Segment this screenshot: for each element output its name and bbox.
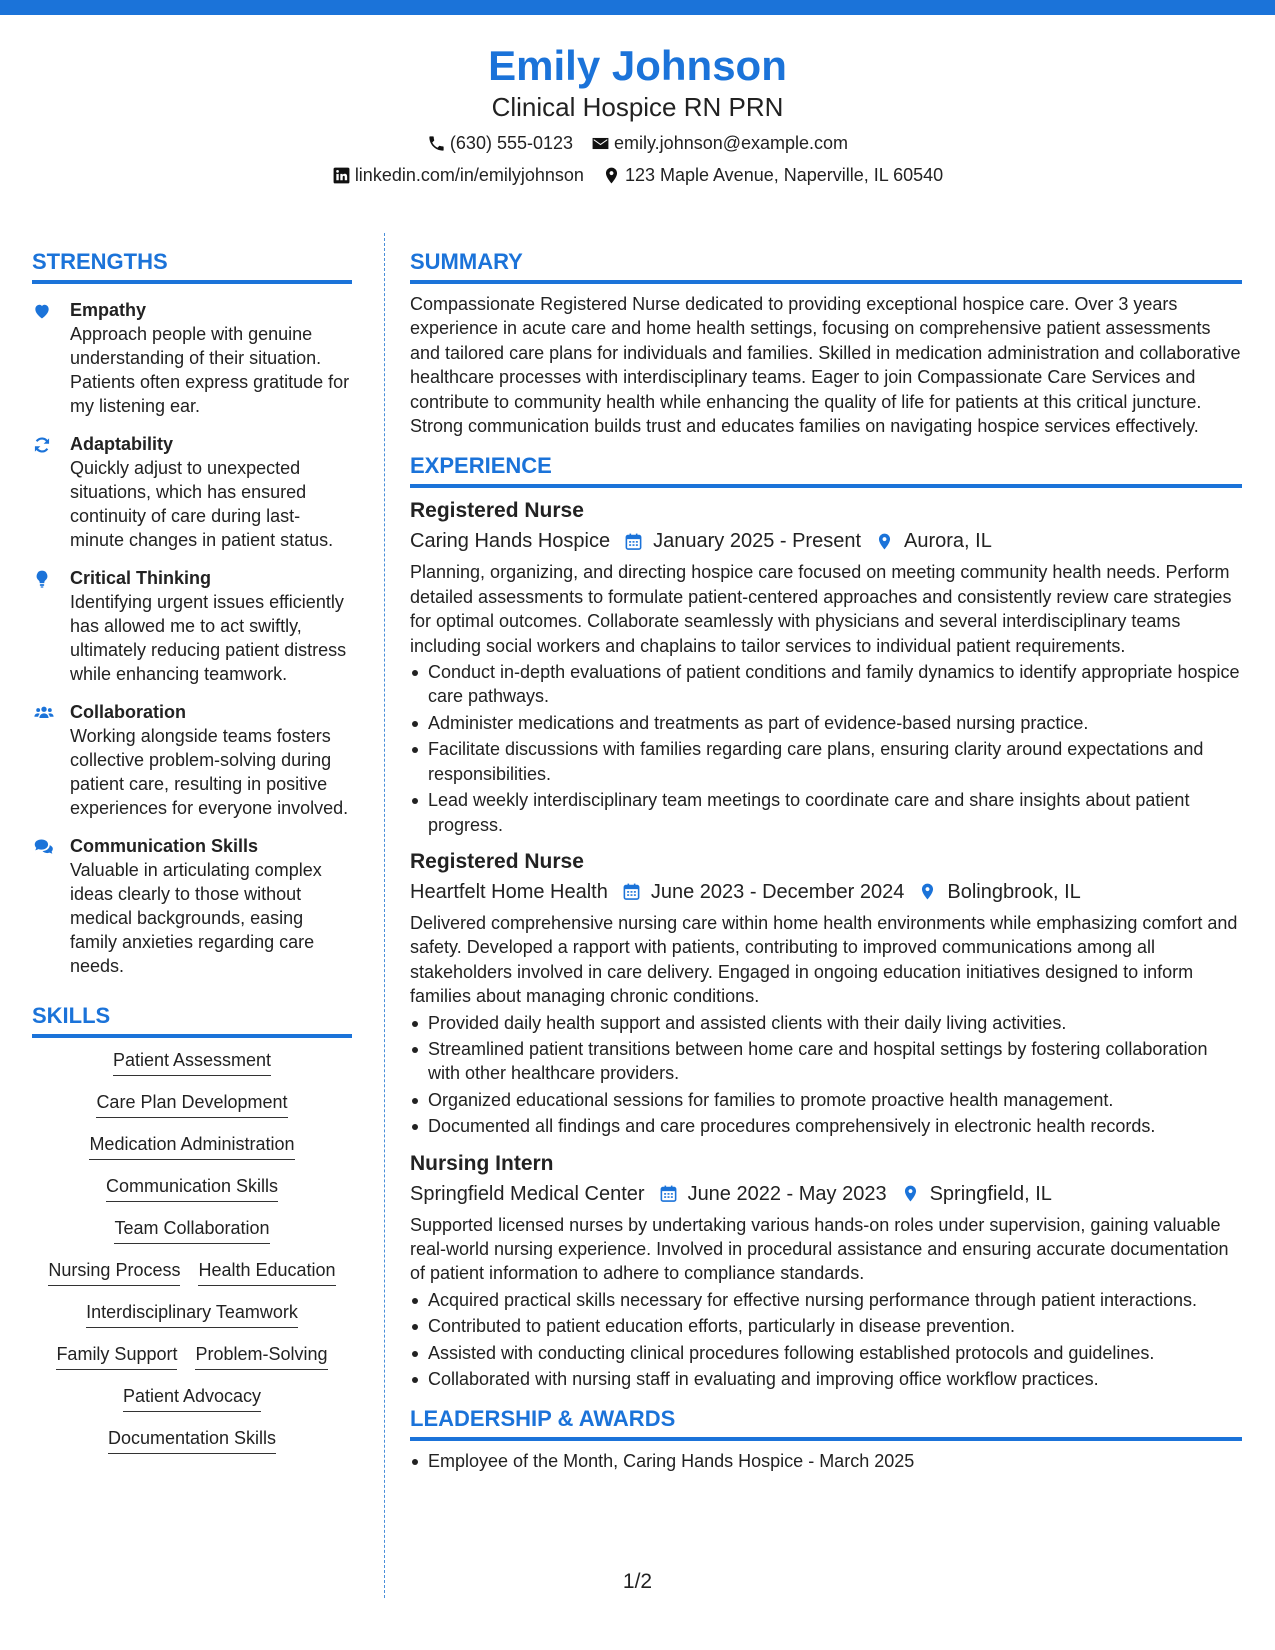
strength-item — [32, 298, 352, 418]
email-contact[interactable] — [591, 128, 848, 158]
linkedin-text: linkedin.com/in/emilyjohnson — [354, 165, 584, 185]
map-marker-icon — [602, 166, 621, 185]
lightbulb-icon — [32, 569, 52, 589]
experience-heading: EXPERIENCE — [410, 452, 1242, 488]
job-bullets — [410, 1011, 1242, 1139]
skill-tag: Patient Assessment — [113, 1048, 271, 1076]
calendar-icon — [622, 882, 641, 901]
comments-icon — [32, 837, 55, 857]
resume-header — [0, 40, 1275, 190]
bullet-item: Documented all findings and care procedures comprehensively in electronic health records. — [410, 1114, 1242, 1138]
job-entry — [410, 847, 1242, 1139]
job-company: Caring Hands Hospice — [410, 530, 611, 553]
calendar-icon — [624, 532, 643, 551]
job-meta — [410, 526, 1242, 556]
linkedin-icon — [332, 166, 351, 185]
candidate-title: Clinical Hospice RN PRN — [491, 92, 784, 122]
skill-tag: Interdisciplinary Teamwork — [86, 1300, 298, 1328]
strength-title: Collaboration — [70, 702, 186, 722]
sync-icon — [32, 435, 52, 455]
skill-tag: Problem-Solving — [195, 1342, 327, 1370]
skill-tag: Patient Advocacy — [123, 1384, 261, 1412]
map-marker-icon — [875, 532, 894, 551]
page-number: 1/2 — [622, 1570, 653, 1593]
linkedin-contact[interactable] — [332, 160, 584, 190]
top-accent-bar — [0, 0, 1275, 15]
skill-tag: Medication Administration — [89, 1132, 294, 1160]
job-location: Springfield, IL — [929, 1182, 1052, 1205]
job-description: Delivered comprehensive nursing care within home health environments while emphasizing comfort and safety. Developed a rapport with patients, contributing to improved communications among all stakeholders involved in care delivery. Engaged in ongoing education initiatives designed to inform families about managing chronic conditions. — [410, 912, 1238, 1007]
skill-tag: Family Support — [56, 1342, 177, 1370]
skills-heading: SKILLS — [32, 1002, 352, 1038]
job-dates: January 2025 - Present — [653, 530, 862, 553]
candidate-name: Emily Johnson — [488, 42, 787, 89]
job-description: Supported licensed nurses by undertaking various hands-on roles under supervision, gaining valuable real-world nursing experience. Involved in procedural assistance and ensuring accurate documentation of patient information to adhere to compliance standards. — [410, 1214, 1229, 1284]
strength-desc: Working alongside teams fosters collective problem-solving during patient care, resulting in positive experiences for everyone involved. — [70, 726, 349, 818]
strength-title: Communication Skills — [70, 836, 259, 856]
strength-item — [32, 700, 352, 820]
envelope-icon — [591, 134, 610, 153]
contact-row-2 — [0, 160, 1275, 190]
strength-desc: Identifying urgent issues efficiently has allowed me to act swiftly, ultimately reducing patient distress while enhancing teamwork. — [70, 592, 347, 684]
bullet-item: Acquired practical skills necessary for effective nursing performance through patient interactions. — [410, 1288, 1242, 1312]
left-column — [32, 248, 352, 1454]
strength-item — [32, 834, 352, 978]
calendar-icon — [659, 1184, 678, 1203]
strength-title: Critical Thinking — [70, 568, 212, 588]
bullet-item: Contributed to patient education efforts, particularly in disease prevention. — [410, 1314, 1242, 1338]
bullet-item: Collaborated with nursing staff in evaluating and improving office workflow practices. — [410, 1367, 1242, 1391]
job-bullets — [410, 660, 1242, 837]
skill-tag: Nursing Process — [48, 1258, 180, 1286]
job-title: Registered Nurse — [410, 849, 584, 873]
bullet-item: Lead weekly interdisciplinary team meetings to coordinate care and share insights about patient progress. — [410, 788, 1242, 837]
skill-tag: Care Plan Development — [96, 1090, 287, 1118]
skill-tag: Documentation Skills — [108, 1426, 276, 1454]
bullet-item: Streamlined patient transitions between home care and hospital settings by fostering collaboration with other healthcare providers. — [410, 1037, 1242, 1086]
strength-title: Empathy — [70, 300, 147, 320]
address-text: 123 Maple Avenue, Naperville, IL 60540 — [624, 165, 944, 185]
leadership-heading: LEADERSHIP & AWARDS — [410, 1405, 1242, 1441]
phone-contact — [427, 128, 573, 158]
job-location: Aurora, IL — [904, 530, 992, 553]
bullet-item: Facilitate discussions with families regarding care plans, ensuring clarity around expectations and responsibilities. — [410, 737, 1242, 786]
phone-text: (630) 555-0123 — [449, 133, 574, 153]
bullet-item: Administer medications and treatments as part of evidence-based nursing practice. — [410, 711, 1242, 735]
email-text: emily.johnson@example.com — [614, 133, 849, 153]
map-marker-icon — [918, 882, 937, 901]
skills-list — [32, 1048, 352, 1454]
job-meta — [410, 1179, 1242, 1209]
skill-tag: Team Collaboration — [114, 1216, 269, 1244]
users-icon — [32, 703, 56, 723]
bullet-item: Assisted with conducting clinical procedures following established protocols and guidelines. — [410, 1341, 1242, 1365]
strength-desc: Approach people with genuine understanding of their situation. Patients often express gratitude for my listening ear. — [70, 324, 350, 416]
job-description: Planning, organizing, and directing hospice care focused on meeting community health needs. Perform detailed assessments to formulate patient-centered approaches and consistently review care strategies for optimal outcomes. Collaborate seamlessly with physicians and several interdisciplinary teams including social workers and chaplains to tailor services to individual patient requirements. — [410, 562, 1232, 656]
job-company: Heartfelt Home Health — [410, 880, 608, 903]
job-title: Nursing Intern — [410, 1151, 554, 1175]
bullet-item: Conduct in-depth evaluations of patient conditions and family dynamics to identify appropriate hospice care pathways. — [410, 660, 1242, 709]
bullet-item: Organized educational sessions for families to promote proactive health management. — [410, 1088, 1242, 1112]
strength-desc: Quickly adjust to unexpected situations, which has ensured continuity of care during last-minute changes in patient status. — [70, 458, 334, 550]
bullet-item: Provided daily health support and assisted clients with their daily living activities. — [410, 1011, 1242, 1035]
job-entry — [410, 496, 1242, 836]
address-contact — [602, 160, 943, 190]
job-entry — [410, 1149, 1242, 1392]
award-item: Employee of the Month, Caring Hands Hospice - March 2025 — [410, 1449, 1242, 1473]
job-meta — [410, 877, 1242, 907]
job-bullets — [410, 1288, 1242, 1392]
phone-icon — [427, 134, 446, 153]
leadership-list — [410, 1449, 1242, 1473]
summary-text: Compassionate Registered Nurse dedicated to providing exceptional hospice care. Over 3 years experience in acute care and home health settings, focusing on comprehensive patient assessments and tailored care plans for individuals and families. Skilled in medication administration and collaborative healthcare processes with interdisciplinary teams. Eager to join Compassionate Care Services and contribute to community health while enhancing the quality of life for patients at this critical juncture. Strong communication builds trust and educates families on navigating hospice services effectively. — [410, 294, 1241, 437]
job-company: Springfield Medical Center — [410, 1182, 645, 1205]
job-title: Registered Nurse — [410, 499, 584, 523]
map-marker-icon — [901, 1184, 920, 1203]
heart-icon — [32, 301, 52, 321]
skill-tag: Health Education — [198, 1258, 335, 1286]
right-column — [410, 248, 1242, 1474]
strength-item — [32, 566, 352, 686]
strength-item — [32, 432, 352, 552]
summary-heading: SUMMARY — [410, 248, 1242, 284]
column-divider — [384, 233, 385, 1598]
strengths-heading: STRENGTHS — [32, 248, 352, 284]
job-location: Bolingbrook, IL — [947, 880, 1081, 903]
strength-desc: Valuable in articulating complex ideas clearly to those without medical backgrounds, easing family anxieties regarding care needs. — [70, 860, 322, 976]
strength-title: Adaptability — [70, 434, 174, 454]
job-dates: June 2022 - May 2023 — [687, 1182, 887, 1205]
job-dates: June 2023 - December 2024 — [650, 880, 905, 903]
contact-row-1 — [0, 128, 1275, 158]
skill-tag: Communication Skills — [106, 1174, 278, 1202]
